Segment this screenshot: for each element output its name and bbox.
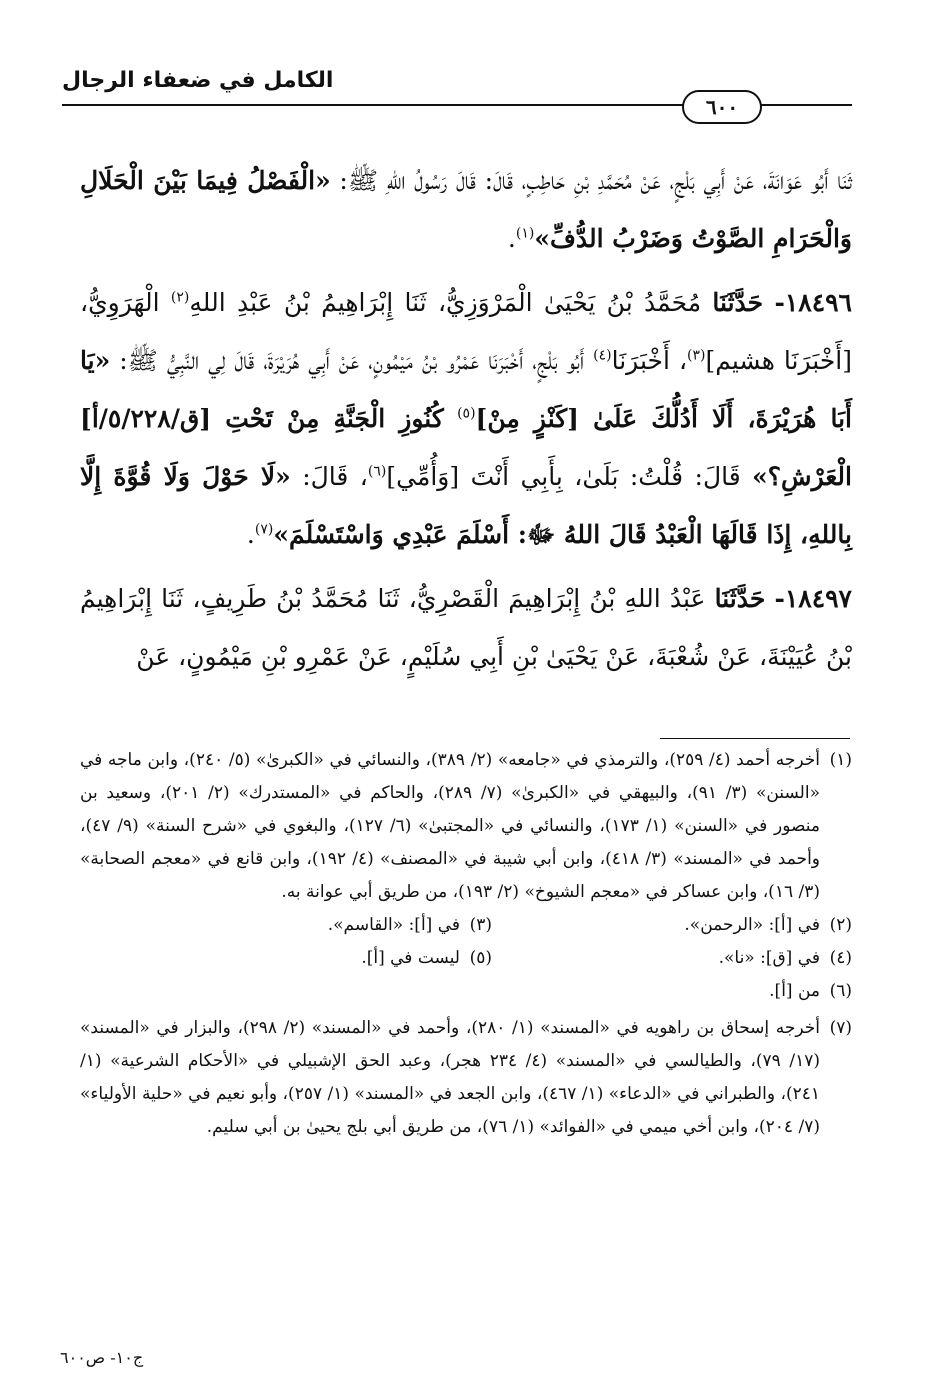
footnote-text: من [أ]. [769, 981, 820, 1001]
p2-quote-1: «يَا أَبَا هُرَيْرَةَ، أَلَا أَدُلُّكَ عَلَىٰ [كَنْزٍ مِنْ] [80, 346, 852, 433]
footnote-mark: (٣) [469, 915, 492, 935]
main-text [80, 152, 852, 692]
p2-text-1: مُحَمَّدُ بْنُ يَحْيَىٰ الْمَرْوَزِيُّ، ثَنَا إِبْرَاهِيمُ بْنُ عَبْدِ اللهِ [189, 288, 702, 317]
footnotes-separator [660, 738, 850, 739]
footnote-text: ليست في [أ]. [361, 948, 460, 968]
tahdith-word: حَدَّثَنَا [714, 584, 766, 613]
footnote-2 [492, 909, 852, 942]
footnote-ref-4: (٤) [593, 347, 612, 364]
hadith-number-18497: ١٨٤٩٧- [774, 584, 852, 613]
footnote-ref-2: (٢) [170, 289, 190, 306]
paragraph-1 [80, 152, 852, 268]
footnote-3 [132, 909, 492, 942]
footnote-text: في [ق]: «نا». [718, 948, 820, 968]
footnote-ref-7: (٧) [254, 521, 274, 538]
footnotes [80, 744, 852, 1144]
footnote-6 [80, 975, 852, 1008]
p2-quote-2: كُنُوزِ الْجَنَّةِ مِنْ تَحْتِ [ق/٥/٢٢٨/أ] الْعَرْشِ؟» [80, 404, 852, 491]
footnote-5 [132, 942, 492, 975]
footnote-ref-6: (٦) [367, 463, 387, 480]
p1-end: . [507, 224, 516, 253]
footnote-ref-3: (٣) [687, 347, 706, 364]
footnote-text: أخرجه أحمد (٤/ ٢٥٩)، والترمذي في «جامعه» (٢/ ٣٨٩)، والنسائي في «الكبرىٰ» (٥/ ٢٤٠)، وابن ماجه في «السنن» (٣/ ٩١)، والبيهقي في «الكبرىٰ» (٧/ ٢٨٩)، والحاكم في «المستدرك» (٢/ ٢٠١)، وسعيد بن منصور في «السنن» (١/ ١٧٣)، والنسائي في «المجتبىٰ» (٦/ ١٢٧)، والبغوي في «شرح السنة» (٩/ ٤٧)، وأحمد في «المسند» (٣/ ٤١٨)، وابن أبي شيبة في «المصنف» (٤/ ١٩٢)، وابن قانع في «معجم الصحابة» (٣/ ١٦)، وابن عساكر في «معجم الشيوخ» (٢/ ١٩٣)، من طريق أبي عوانة به. [80, 750, 821, 902]
p3-text: عَبْدُ اللهِ بْنُ إِبْرَاهِيمَ الْقَصْرِيُّ، ثَنَا مُحَمَّدُ بْنُ طَرِيفٍ، ثَنَا إِبْرَاهِيمُ بْنُ عُيَيْنَةَ، عَنْ شُعْبَةَ، عَنْ يَحْيَىٰ بْنِ أَبِي سُلَيْمٍ، عَنْ عَمْرِو بْنِ مَيْمُونٍ، عَنْ [80, 584, 852, 671]
footnote-mark: (١) [829, 750, 852, 770]
footnote-mark: (٢) [829, 915, 852, 935]
volume-page-signature: ج١٠- ص٦٠٠ [60, 1348, 144, 1367]
footnote-row-4-5 [80, 942, 852, 975]
p2-text-2: الْهَرَوِيُّ، [أَخْبَرَنَا هشيم] [80, 288, 852, 375]
p2-text-6: ، قَالَ: [302, 462, 368, 491]
footnote-text: أخرجه إسحاق بن راهويه في «المسند» (١/ ٢٨٠)، وأحمد في «المسند» (٢/ ٢٩٨)، والبزار في «المسند» (١٧/ ٧٩)، والطيالسي في «المسند» (٤/ ٢٣٤ هجر)، وعبد الحق الإشبيلي في «الأحكام الشرعية» (١/ ٢٤١)، والطبراني في «الدعاء» (١/ ٤٦٧)، وابن الجعد في «المسند» (١/ ٢٥٧)، وأبو نعيم في «حلية الأولياء» (٧/ ٢٠٤)، وابن أخي ميمي في «الفوائد» (١/ ٧٦)، من طريق أبي بلج يحيىٰ بن أبي سليم. [80, 1018, 821, 1137]
paragraph-18496 [80, 274, 852, 564]
p2-text-4: أَبُو بَلْجٍ، أَخْبَرَنَا عَمْرُو بْنُ مَيْمُونٍ، عَنْ أَبِي هُرَيْرَةَ، قَالَ لِي النَّبِيُّ ﷺ: [119, 346, 585, 375]
footnote-7 [80, 1012, 852, 1144]
p1-intro: ثَنَا أَبُو عَوَانَةَ، عَنْ أَبِي بَلْجٍ، عَنْ مُحَمَّدِ بْنِ حَاطِبٍ، قَالَ: قَالَ رَسُولُ اللهِ ﷺ: [339, 166, 852, 195]
footnote-row-2-3 [80, 909, 852, 942]
footnote-mark: (٥) [469, 948, 492, 968]
running-header [62, 60, 852, 120]
p2-text-5: قَالَ: قُلْتُ: بَلَىٰ، بِأَبِي أَنْتَ [وَأُمِّي] [386, 462, 741, 491]
page-number: ٦٠٠ [682, 90, 762, 124]
book-title: الكامل في ضعفاء الرجال [62, 68, 334, 93]
footnote-mark: (٤) [829, 948, 852, 968]
p1-quote: «الْفَصْلُ فِيمَا بَيْنَ الْحَلَالِ وَالْحَرَامِ الصَّوْتُ وَضَرْبُ الدُّفِّ» [80, 166, 852, 253]
p2-end: . [246, 520, 255, 549]
footnote-text: في [أ]: «القاسم». [327, 915, 460, 935]
footnote-text: في [أ]: «الرحمن». [684, 915, 820, 935]
footnote-1 [80, 744, 852, 909]
footnote-ref-1: (١) [515, 225, 535, 242]
p2-quote-3: «لَا حَوْلَ وَلَا قُوَّةَ إِلَّا بِاللهِ، إِذَا قَالَهَا الْعَبْدُ قَالَ اللهُ ﷻ: أَسْلَمَ عَبْدِي وَاسْتَسْلَمَ» [80, 462, 852, 549]
footnote-mark: (٧) [829, 1018, 852, 1038]
footnote-mark: (٦) [829, 981, 852, 1001]
p2-text-3: ، أَخْبَرَنَا [611, 346, 688, 375]
tahdith-word: حَدَّثَنَا [712, 288, 764, 317]
hadith-number-18496: ١٨٤٩٦- [774, 288, 852, 317]
footnote-ref-5: (٥) [457, 405, 476, 422]
paragraph-18497 [80, 570, 852, 686]
footnote-4 [492, 942, 852, 975]
